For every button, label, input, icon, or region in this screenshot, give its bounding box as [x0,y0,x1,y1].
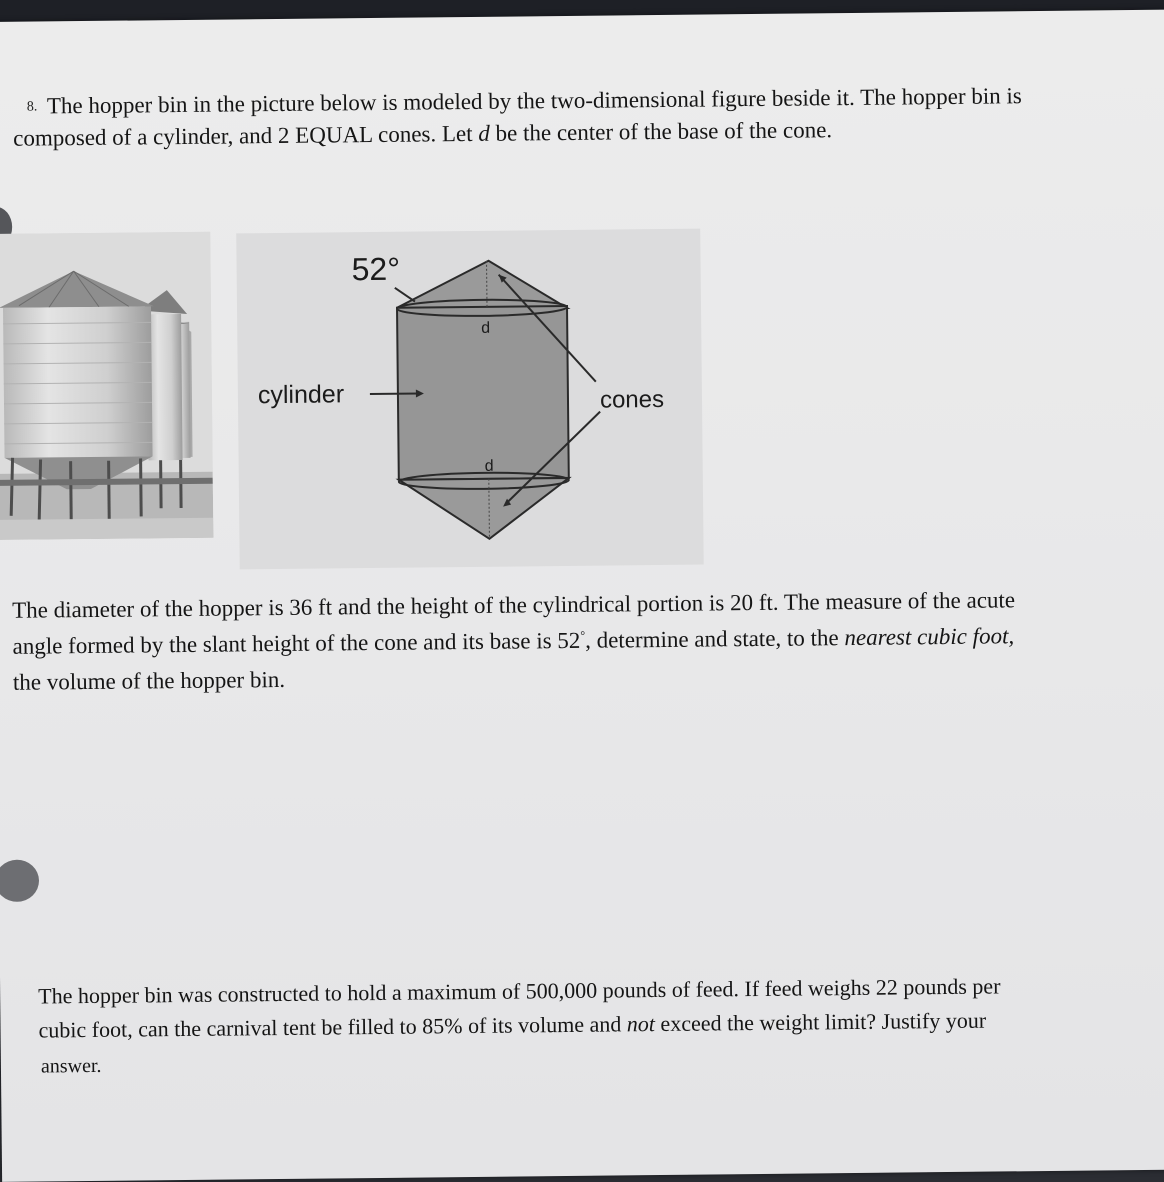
degree-symbol: ° [580,628,585,642]
part-a-emphasis: nearest cubic foot, [844,623,1014,650]
question-intro-line-2 [13,117,832,152]
part-b-emphasis: not [627,1011,655,1036]
cylinder-cones-diagram [236,229,703,570]
part-b-line-2 [38,1008,986,1044]
part-a-text: , determine and state, to the [585,625,845,653]
part-a-line-1: The diameter of the hopper is 36 ft and the height of the cylindrical portion is 20 ft. The measure of the acute [12,587,1015,624]
question-number: 8. [27,100,38,116]
worksheet-page [0,10,1164,1182]
cones-label: cones [600,386,664,414]
part-a-text: angle formed by the slant height of the cone and its base is 52 [12,628,580,659]
d-bottom-label: d [485,458,494,475]
variable-d: d [478,121,490,146]
binder-hole [0,860,39,902]
part-b-line-3: answer. [41,1055,102,1079]
d-top-label: d [481,320,490,337]
cylinder-label: cylinder [258,380,344,409]
hopper-model-figure [236,229,703,570]
part-b-text: cubic foot, can the carnival tent be filled to 85% of its volume and [38,1011,627,1042]
intro-text: composed of a cylinder, and 2 EQUAL cones. Let [13,121,478,151]
part-b-text: exceed the weight limit? Justify your [655,1008,986,1036]
hopper-bin-photo [0,232,213,540]
part-a-line-3: the volume of the hopper bin. [13,667,285,696]
angle-label: 52° [351,251,400,288]
question-intro-line-1: The hopper bin in the picture below is modeled by the two-dimensional figure beside it. The hopper bin is [47,83,1022,119]
intro-text: be the center of the base of the cone. [490,117,833,146]
grain-bins-illustration [0,232,213,540]
part-b-line-1: The hopper bin was constructed to hold a maximum of 500,000 pounds of feed. If feed weighs 22 pounds per [38,973,1001,1009]
part-a-line-2 [12,623,1014,659]
